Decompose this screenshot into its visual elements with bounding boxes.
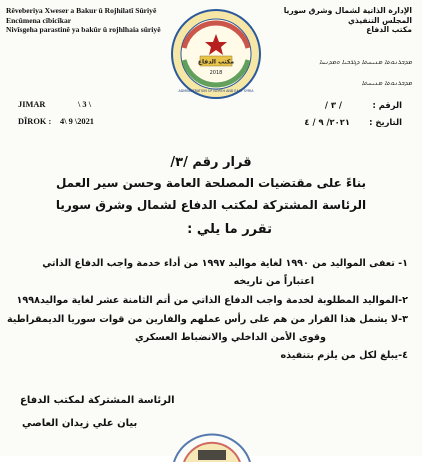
decision-item-3: ٣-لا يشمل هذا القرار من هم على رأس عملهم والفارين من قوات سوريا الديمقراطية — [6, 314, 408, 325]
header-arabic-line-3: مكتب الدفاع — [366, 25, 412, 35]
header-kurdish — [6, 6, 161, 35]
decision-line-2: الرئاسة المشتركة لمكتب الدفاع لشمال وشرق سوريا — [55, 198, 367, 212]
defense-office-seal — [170, 8, 262, 100]
seal-arabic-text: مكتب الدفاع — [197, 58, 235, 66]
header-arabic — [262, 6, 412, 35]
header-arabic-line-1: الإدارة الذاتية لشمال وشرق سوريا — [283, 6, 412, 15]
header-kurdish-line-1: Rêveberiya Xweser a Bakur û Rojhilatî Sûriyê — [6, 6, 157, 15]
raqm-label: الرقم : — [372, 100, 402, 110]
partial-stamp — [170, 432, 254, 462]
decision-decides: تقرر ما يلي : — [187, 222, 272, 237]
dirok-value: 4\ 9 \2021 — [60, 117, 94, 126]
tarikh-value: ٢٠٢١/ ٩ / ٤ — [304, 117, 350, 127]
seal-ring-text: ADMINISTRATION OF NORTH AND EAST SYRIA — [178, 89, 254, 93]
jimar-value: \ 3 \ — [78, 100, 92, 109]
decision-item-4: ٤-يبلغ لكل من يلزم بتنفيذه — [280, 350, 408, 361]
raqm-value: / ٣ / — [324, 100, 342, 110]
tarikh-label: التاريخ : — [369, 117, 402, 127]
decision-title: قرار رقم /٣/ — [170, 155, 252, 170]
jimar-label: JIMAR — [18, 100, 46, 109]
header-kurdish-line-3: Nivîsgeha parastinê ya bakûr û rojhlhaia sûriyê — [6, 25, 161, 35]
decision-item-1: ١- تعفى المواليد من ١٩٩٠ لغاية مواليد ١٩٩٧ من أداء خدمة واجب الدفاع الذاتي — [42, 258, 408, 269]
signature-names: بيان علي زيدان العاصي — [22, 418, 138, 429]
header-arabic-line-2: المجلس التنفيذي — [347, 15, 412, 25]
decision-item-3-cont: وقوى الأمن الداخلي والانضباط العسكري — [134, 332, 326, 343]
decision-line-1: بناءً على مقتضيات المصلحة العامة وحسن سير العمل — [55, 176, 367, 190]
seal-year: 2018 — [209, 70, 223, 76]
header-syriac-right: ܡܕܒܪܢܘܬܐ ܡܢܝܚܬܐ ܕܓܪܒܝܐ ܘܡܕܢܚܐ — [319, 58, 412, 66]
header-kurdish-line-2: Encûmena cîbicîkar — [6, 15, 72, 25]
signature-office: الرئاسة المشتركة لمكتب الدفاع — [20, 395, 175, 406]
decision-item-2: ٢-المواليد المطلوبة لخدمة واجب الدفاع الذاتي من أتم الثامنة عشر لغاية مواليد١٩٩٨ — [16, 295, 408, 306]
decision-item-1-cont: اعتباراً من تاريخه — [233, 276, 314, 287]
dirok-label: DÎROK : — [18, 117, 52, 126]
header-syriac-right-2: ܡܕܒܪܢܘܬܐ ܡܢܝܚܬܐ — [361, 79, 412, 87]
